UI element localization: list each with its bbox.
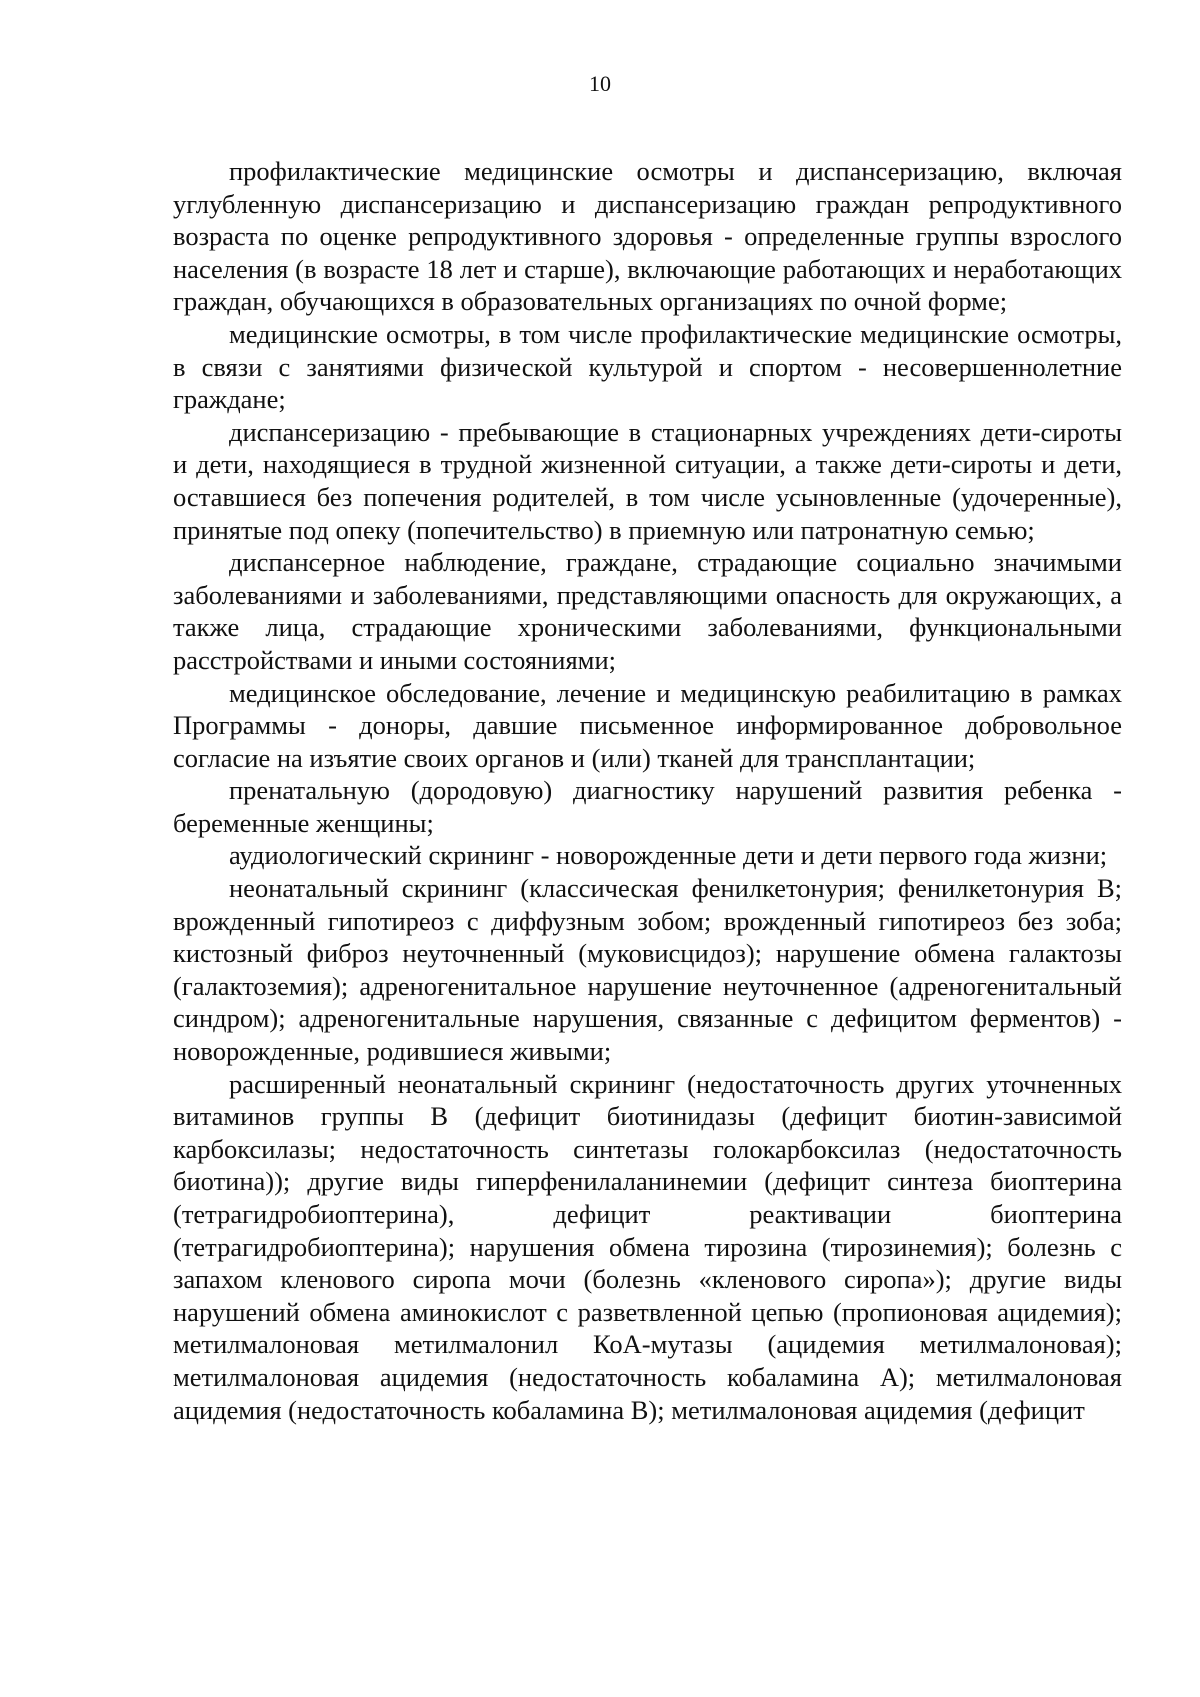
paragraph-preventive-exams: профилактические медицинские осмотры и диспансеризацию, включая углубленную диспансеризацию и диспансеризацию граждан репродуктивного возраста по оценке репродуктивного здоровья - определенные группы взрослого населения (в возрасте 18 лет и старше), включающие работающих и неработающих граждан, обучающихся в образовательных организациях по очной форме; [173, 156, 1122, 317]
paragraph-dispensary-observation: диспансерное наблюдение, граждане, страдающие социально значимыми заболеваниями и заболеваниями, представляющими опасность для окружающих, а также лица, страдающие хроническими заболеваниями, функциональными расстройствами и иными состояниями; [173, 547, 1122, 675]
paragraph-extended-neonatal-screening: расширенный неонатальный скрининг (недостаточность других уточненных витаминов группы B (дефицит биотинидазы (дефицит биотин-зависимой карбоксилазы; недостаточность синтетазы голокарбоксилаз (недостаточность биотина)); другие виды гиперфенилаланинемии (дефицит синтеза биоптерина (тетрагидробиоптерина), дефицит реактивации биоптерина (тетрагидробиоптерина); нарушения обмена тирозина (тирозинемия); болезнь с запахом кленового сиропа мочи (болезнь «кленового сиропа»); другие виды нарушений обмена аминокислот с разветвленной цепью (пропионовая ацидемия); метилмалоновая метилмалонил КоА-мутазы (ацидемия метилмалоновая); метилмалоновая ацидемия (недостаточность кобаламина A); метилмалоновая ацидемия (недостаточность кобаламина B); метилмалоновая ацидемия (дефицит [173, 1068, 1122, 1425]
document-body [173, 155, 1122, 1426]
paragraph-medical-exams-minors: медицинские осмотры, в том числе профилактические медицинские осмотры, в связи с занятиями физической культурой и спортом - несовершеннолетние граждане; [173, 318, 1122, 415]
paragraph-audiological-screening: аудиологический скрининг - новорожденные дети и дети первого года жизни; [229, 840, 1108, 871]
paragraph-neonatal-screening: неонатальный скрининг (классическая фенилкетонурия; фенилкетонурия B; врожденный гипотиреоз с диффузным зобом; врожденный гипотиреоз без зоба; кистозный фиброз неуточненный (муковисцидоз); нарушение обмена галактозы (галактоземия); адреногенитальное нарушение неуточненное (адреногенитальный синдром); адреногенитальные нарушения, связанные с дефицитом ферментов) - новорожденные, родившиеся живыми; [173, 873, 1122, 1067]
paragraph-donors: медицинское обследование, лечение и медицинскую реабилитацию в рамках Программы - доноры, давшие письменное информированное добровольное согласие на изъятие своих органов и (или) тканей для трансплантации; [173, 677, 1122, 773]
paragraph-prenatal-diagnostics: пренатальную (дородовую) диагностику нарушений развития ребенка - беременные женщины; [173, 775, 1122, 838]
page-number: 10 [589, 71, 611, 96]
paragraph-orphans-dispensarization: диспансеризацию - пребывающие в стационарных учреждениях дети-сироты и дети, находящиеся в трудной жизненной ситуации, а также дети-сироты и дети, оставшиеся без попечения родителей, в том числе усыновленные (удочеренные), принятые под опеку (попечительство) в приемную или патронатную семью; [173, 416, 1122, 545]
